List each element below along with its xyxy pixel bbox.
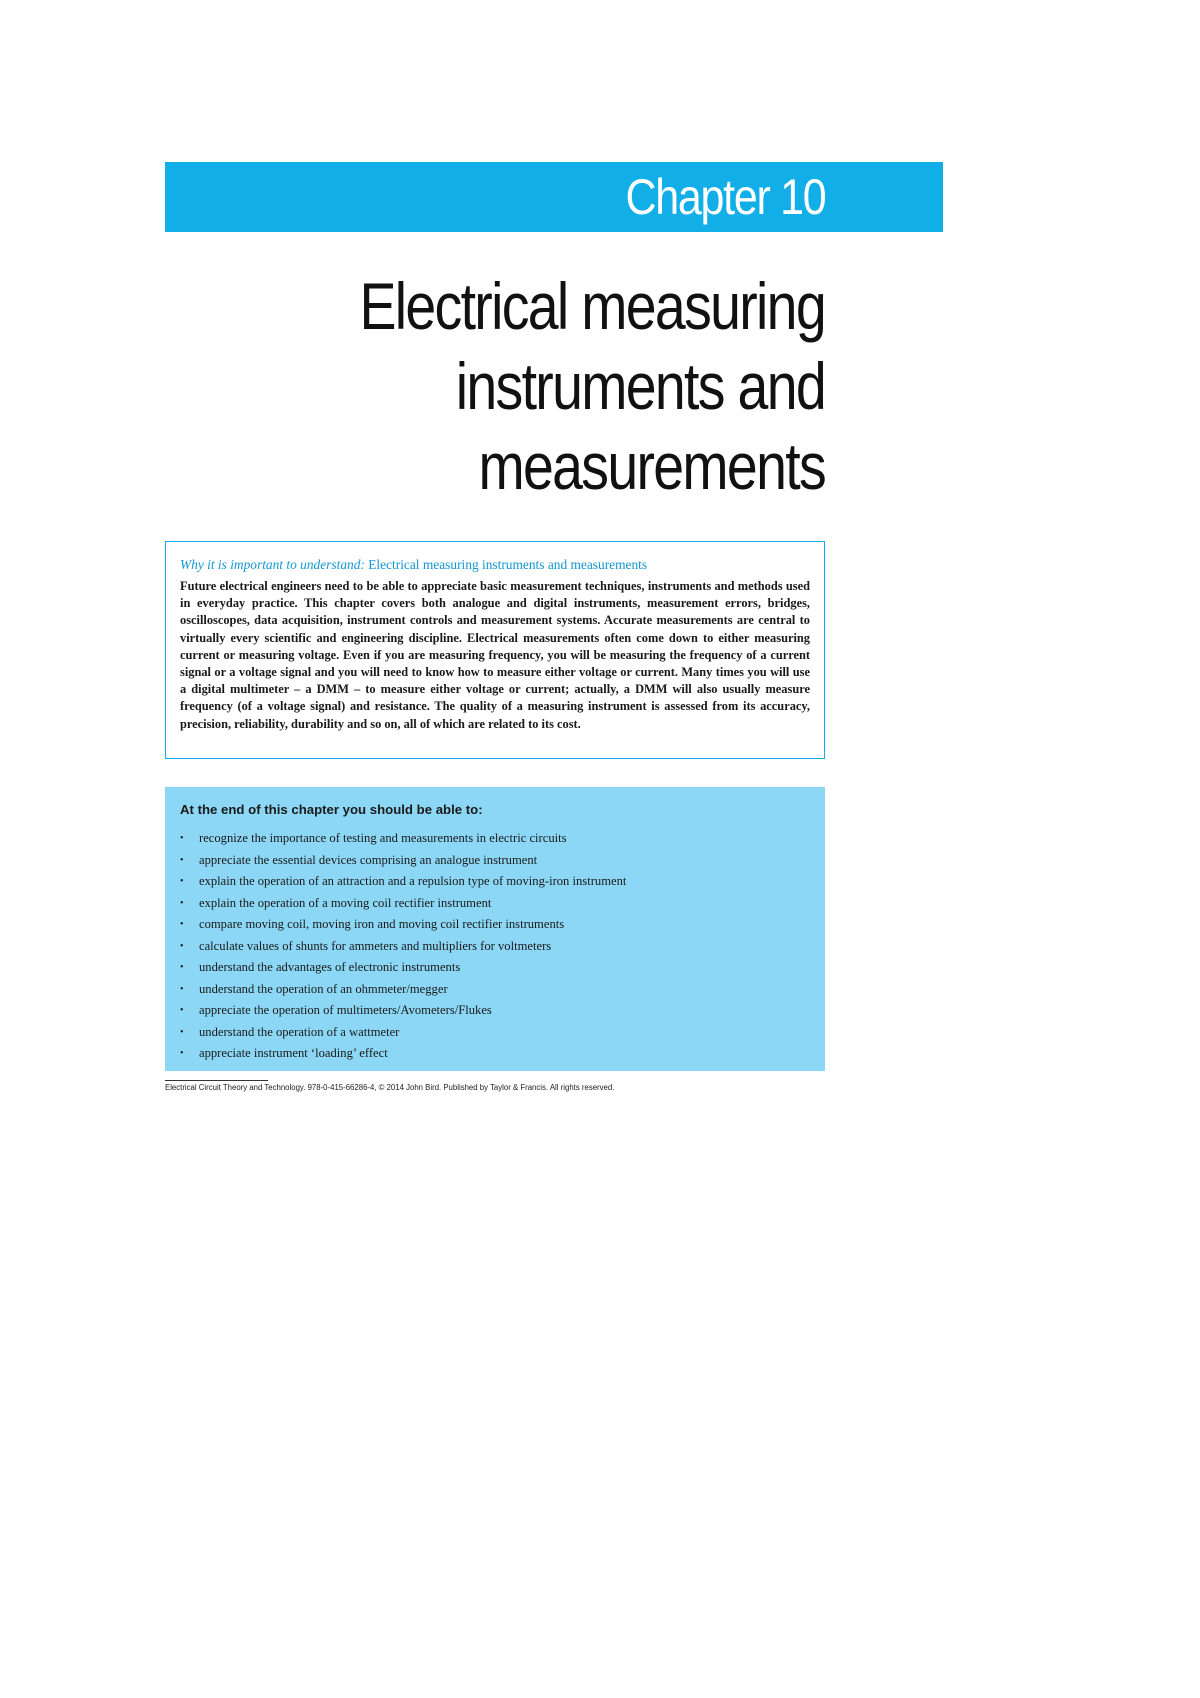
objective-text: understand the operation of a wattmeter <box>199 1024 400 1039</box>
objective-item <box>180 1022 811 1044</box>
bullet-icon: • <box>180 940 184 952</box>
objective-text: calculate values of shunts for ammeters and multipliers for voltmeters <box>199 938 552 953</box>
objective-item <box>180 1043 811 1065</box>
objective-text: appreciate the operation of multimeters/Avometers/Flukes <box>199 1003 492 1017</box>
objective-item <box>180 936 811 958</box>
chapter-title-line: instruments and <box>455 349 825 423</box>
chapter-banner <box>165 162 943 232</box>
importance-heading-topic: Electrical measuring instruments and measurements <box>364 557 648 572</box>
bullet-icon: • <box>180 962 184 973</box>
bullet-icon: • <box>180 854 184 866</box>
learning-objectives-box <box>165 787 825 1071</box>
importance-heading-intro: Why it is important to understand: <box>180 557 365 572</box>
objective-item <box>180 850 811 872</box>
objective-item <box>180 1000 811 1022</box>
objectives-heading: At the end of this chapter you should be able to: <box>180 802 483 817</box>
objective-text: explain the operation of a moving coil rectifier instrument <box>199 895 492 910</box>
objective-text: appreciate the essential devices comprising an analogue instrument <box>199 852 538 867</box>
bullet-icon: • <box>180 876 184 887</box>
footnote-rule <box>165 1080 268 1081</box>
bullet-icon: • <box>180 833 184 844</box>
chapter-title <box>185 266 825 506</box>
bullet-icon: • <box>180 983 184 995</box>
objective-item <box>180 871 811 893</box>
chapter-label: Chapter 10 <box>625 169 825 225</box>
objective-text: appreciate instrument ‘loading’ effect <box>199 1046 388 1060</box>
objectives-list <box>180 828 811 1065</box>
importance-heading <box>180 556 810 574</box>
objective-text: explain the operation of an attraction and a repulsion type of moving-iron instrument <box>199 874 627 888</box>
chapter-title-line: Electrical measuring <box>359 269 825 343</box>
objective-item <box>180 957 811 979</box>
bullet-icon: • <box>180 919 184 930</box>
objective-item <box>180 979 811 1001</box>
bullet-icon: • <box>180 897 184 909</box>
objective-item <box>180 893 811 915</box>
objective-text: compare moving coil, moving iron and moving coil rectifier instruments <box>199 917 565 931</box>
bullet-icon: • <box>180 1026 184 1038</box>
objective-text: understand the advantages of electronic instruments <box>199 960 461 974</box>
bullet-icon: • <box>180 1005 184 1016</box>
objective-text: recognize the importance of testing and measurements in electric circuits <box>199 831 567 845</box>
copyright-footnote: Electrical Circuit Theory and Technology. 978-0-415-66286-4, © 2014 John Bird. Published by Taylor & Francis. All rights reserved. <box>165 1083 615 1092</box>
objective-item <box>180 828 811 850</box>
objective-item <box>180 914 811 936</box>
objective-text: understand the operation of an ohmmeter/megger <box>199 981 448 996</box>
importance-box <box>165 541 825 759</box>
chapter-title-line: measurements <box>478 429 825 503</box>
bullet-icon: • <box>180 1048 184 1059</box>
importance-body: Future electrical engineers need to be able to appreciate basic measurement techniques, instruments and methods used in everyday practice. This chapter covers both analogue and digital instruments, measurement errors, bridges, oscilloscopes, data acquisition, instrument controls and measurement systems. Accurate measurements are central to virtually every scientific and engineering discipline. Electrical measurements often come down to either measuring current or measuring voltage. Even if you are measuring frequency, you will be measuring the frequency of a current signal or a voltage signal and you will need to know how to measure either voltage or current. Many times you will use a digital multimeter – a DMM – to measure either voltage or current; actually, a DMM will also usually measure frequency (of a voltage signal) and resistance. The quality of a measuring instrument is assessed from its accuracy, precision, reliability, durability and so on, all of which are related to its cost. <box>180 579 810 731</box>
